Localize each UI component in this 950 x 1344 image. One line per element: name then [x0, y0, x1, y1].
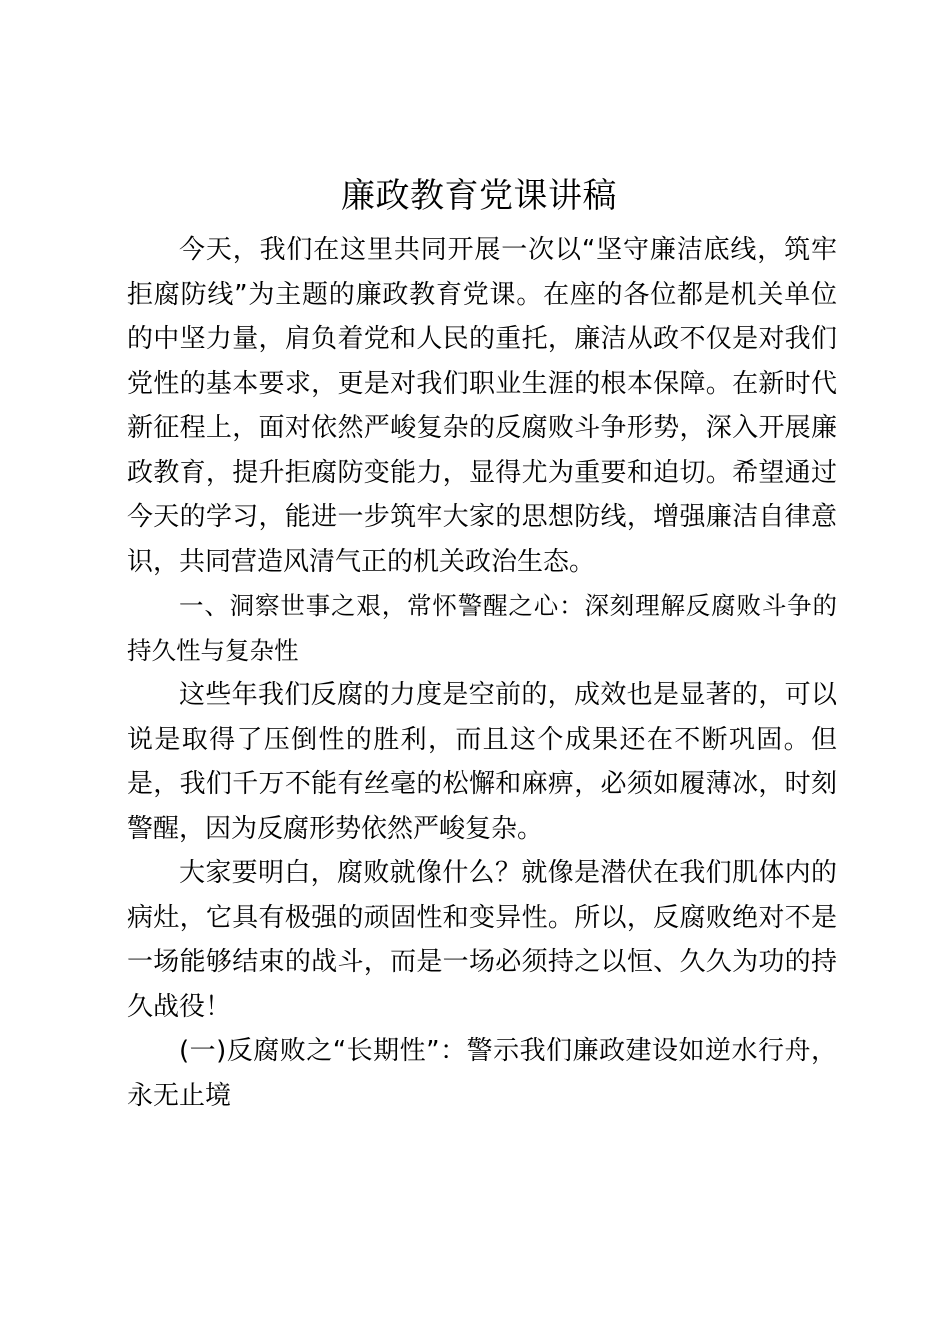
body-paragraph-2: 大家要明白，腐败就像什么？就像是潜伏在我们肌体内的病灶，它具有极强的顽固性和变异性。所以，反腐败绝对不是一场能够结束的战斗，而是一场必须持之以恒、久久为功的持久战役！ — [127, 858, 837, 1022]
section-heading-1: 一、洞察世事之艰，常怀警醒之心：深刻理解反腐败斗争的持久性与复杂性 — [127, 591, 837, 665]
intro-paragraph: 今天，我们在这里共同开展一次以“坚守廉洁底线，筑牢拒腐防线”为主题的廉政教育党课。在座的各位都是机关单位的中坚力量，肩负着党和人民的重托，廉洁从政不仅是对我们党性的基本要求，更是对我们职业生涯的根本保障。在新时代新征程上，面对依然严峻复杂的反腐败斗争形势，深入开展廉政教育，提升拒腐防变能力，显得尤为重要和迫切。希望通过今天的学习，能进一步筑牢大家的思想防线，增强廉洁自律意识，共同营造风清气正的机关政治生态。 — [127, 235, 837, 577]
subsection-heading-1: (一)反腐败之“长期性”：警示我们廉政建设如逆水行舟，永无止境 — [127, 1036, 837, 1111]
document-title: 廉政教育党课讲稿 — [341, 176, 617, 216]
body-paragraph-1: 这些年我们反腐的力度是空前的，成效也是显著的，可以说是取得了压倒性的胜利，而且这个成果还在不断巩固。但是，我们千万不能有丝毫的松懈和麻痹，必须如履薄冰，时刻警醒，因为反腐形势依然严峻复杂。 — [127, 680, 837, 844]
document-body — [127, 228, 837, 1118]
